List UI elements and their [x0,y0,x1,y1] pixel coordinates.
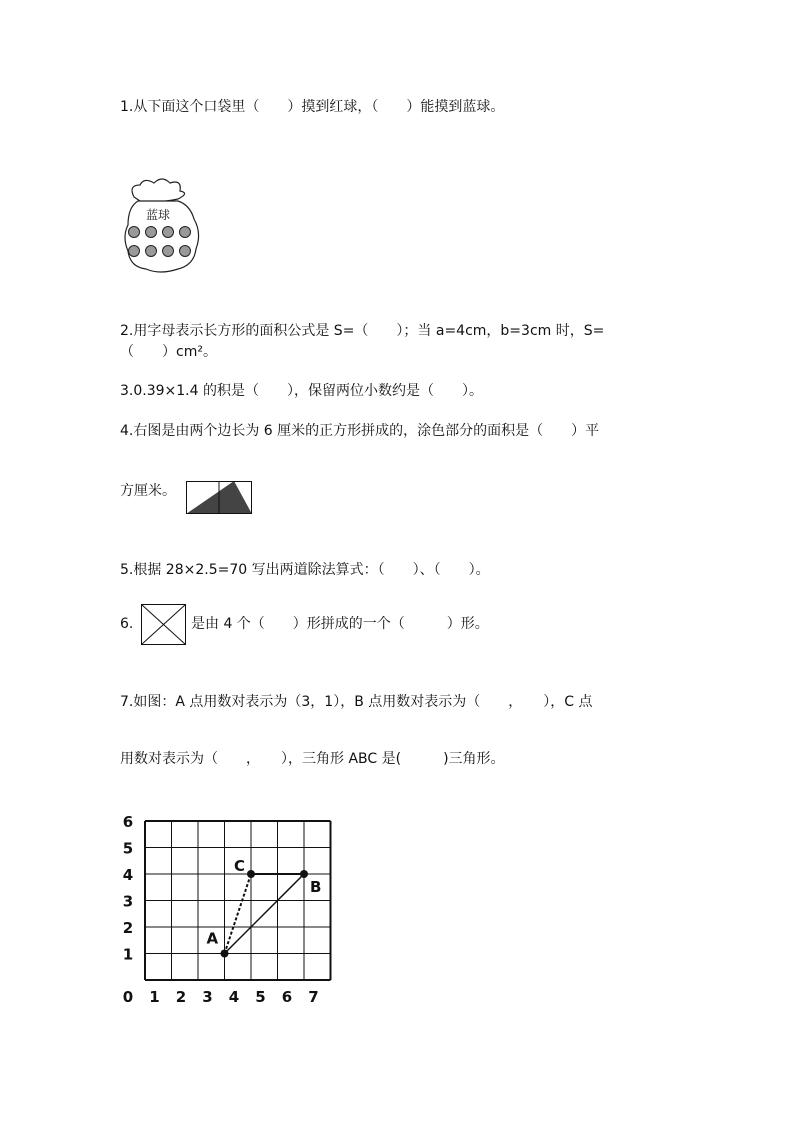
bag-label: 蓝球 [146,208,171,222]
x-tick-label: 2 [175,988,187,1006]
ball [163,246,174,257]
point-label-c: C [234,857,246,875]
segment-ac [225,874,252,954]
ball [163,227,174,238]
ball [129,227,140,238]
point-label-b: B [310,878,322,896]
ball [146,227,157,238]
question-2-line-1: 2.用字母表示长方形的面积公式是 S=（ ）；当 a=4cm，b=3cm 时，S= [120,323,605,339]
y-tick-label: 5 [122,839,134,858]
question-2-line-2: （ ）cm²。 [120,344,217,360]
y-tick-label: 4 [122,866,134,884]
x-tick-label: 6 [281,988,293,1006]
question-4-line-2: 方厘米。 [120,483,176,499]
question-4-line-1: 4.右图是由两个边长为 6 厘米的正方形拼成的，涂色部分的面积是（ ）平 [120,423,600,439]
y-tick-label: 6 [122,813,134,831]
x-tick-label: 3 [202,988,213,1006]
bag-figure [120,175,200,275]
two-squares-figure [186,481,252,514]
x-tick-label: 4 [228,988,240,1006]
x-tick-label: 0 [122,988,134,1006]
ball [129,246,140,257]
point-c [247,870,255,878]
question-1: 1.从下面这个口袋里（ ）摸到红球，（ ）能摸到蓝球。 [120,99,505,115]
question-6-prefix: 6. [120,616,134,632]
point-label-a: A [206,929,219,948]
coordinate-grid [115,813,345,1010]
question-5: 5.根据 28×2.5=70 写出两道除法算式：（ ）、（ ）。 [120,562,490,578]
y-tick-label: 1 [122,945,134,964]
point-b [300,870,308,878]
ball [180,227,191,238]
question-7-line-1: 7.如图：A 点用数对表示为（3，1），B 点用数对表示为（ ， ），C 点 [120,694,593,710]
point-a [221,950,229,958]
x-tick-label: 7 [308,988,319,1006]
x-tick-label: 1 [149,988,160,1006]
y-tick-label: 2 [122,919,134,937]
x-tick-label: 5 [255,988,266,1006]
segment-ab [225,874,305,954]
y-tick-label: 3 [122,892,134,911]
question-7-line-2: 用数对表示为（ ， ），三角形 ABC 是( )三角形。 [120,751,505,767]
square-with-diagonals-figure [141,604,186,645]
ball [180,246,191,257]
question-3: 3.0.39×1.4 的积是（ ），保留两位小数约是（ ）。 [120,383,483,399]
question-6-text: 是由 4 个（ ）形拼成的一个（ ）形。 [191,616,489,632]
ball [146,246,157,257]
